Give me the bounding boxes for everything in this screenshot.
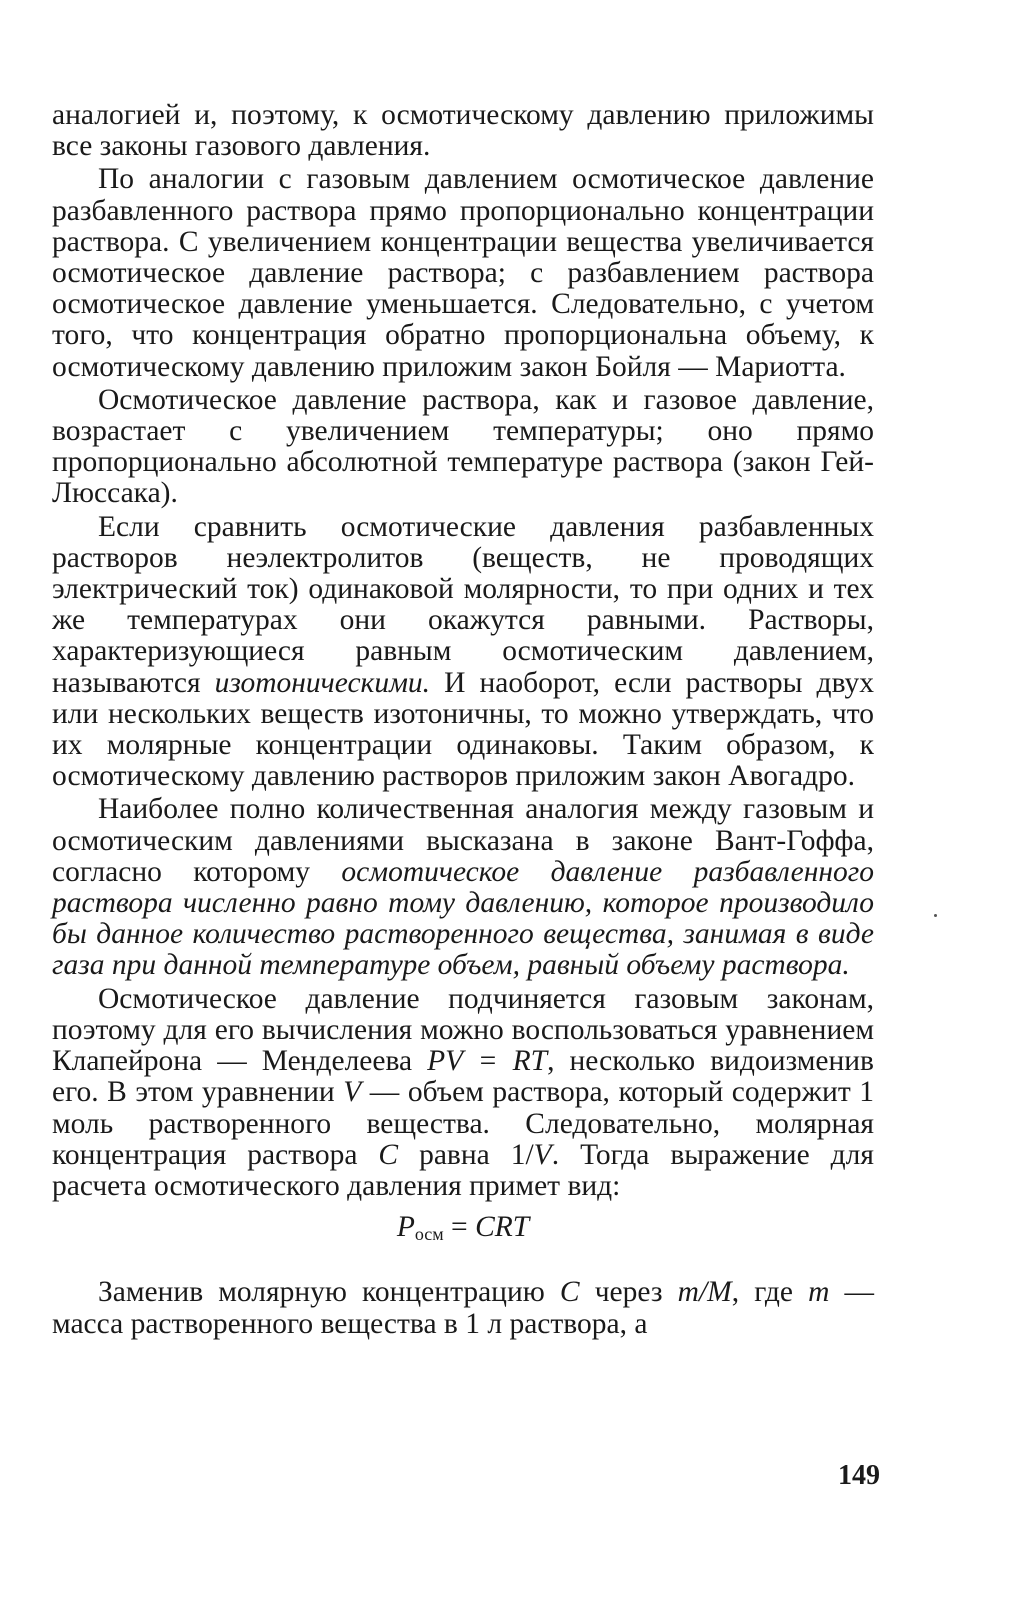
paragraph-6-text-3: — объем раствора, который содержит 1 моль растворенного вещества. Следовательно, молярная концентрация раствора (52, 1076, 874, 1171)
symbol-c: C (378, 1138, 399, 1171)
paragraph-6-text-2: , несколько видоизменив его. В этом уравнении (52, 1045, 874, 1109)
paragraph-7-text-2: через (579, 1276, 678, 1309)
formula-equals: = (443, 1211, 476, 1244)
symbol-v: V (343, 1076, 362, 1109)
paragraph-6-text-5: . Тогда выражение для расчета осмотического давления примет вид: (52, 1138, 874, 1202)
symbol-m: m (808, 1276, 830, 1309)
term-isotonic: изотоническими. (214, 666, 431, 699)
paragraph-7-text-3: , где (731, 1276, 809, 1309)
paragraph-1: аналогией и, поэтому, к осмотическому давлению приложимы все законы газового давления. (52, 99, 874, 163)
formula-lhs: P (396, 1211, 415, 1244)
paragraph-6 (52, 984, 874, 1202)
vant-hoff-law-statement: осмотическое давление разбавленного раствора численно равно тому давлению, которое производило бы данное количество растворенного вещества, занимая в виде газа при данной температуре объем, равный объему раствора. (52, 855, 874, 982)
paragraph-4-text-a: Если сравнить осмотические давления разбавленных растворов неэлектролитов (веществ, не проводящих электрический ток) одинаковой молярности, то при одних и тех же температурах они окажутся равными. Растворы, характеризующиеся равным осмотическим давлением, называются (52, 510, 874, 699)
symbol-v-2: V (533, 1138, 552, 1171)
equation-pv-rt: PV = RT (427, 1045, 548, 1078)
paragraph-7-text-4: — масса растворенного вещества в 1 л раствора, а (52, 1276, 875, 1340)
paragraph-5 (52, 794, 874, 981)
formula-rhs: CRT (475, 1211, 530, 1244)
paragraph-6-text-1: Осмотическое давление подчиняется газовым законам, поэтому для его вычисления можно воспользоваться уравнением Клапейрона — Менделеева (52, 982, 874, 1078)
paragraph-7 (52, 1277, 874, 1339)
paragraph-7-text-1: Заменив молярную концентрацию (98, 1276, 560, 1309)
paragraph-5-text-a: Наиболее полно количественная аналогия между газовым и осмотическим давлениями высказана в законе Вант-Гоффа, согласно которому (52, 793, 874, 888)
formula-subscript: осм (414, 1224, 444, 1245)
paragraph-4-text-b: И наоборот, если растворы двух или нескольких веществ изотоничны, то можно утверждать, что их молярные концентрации одинаковы. Таким образом, к осмотическому давлению растворов приложим закон Авогадро. (52, 666, 874, 793)
paragraph-3: Осмотическое давление раствора, как и газовое давление, возрастает с увеличением температуры; оно прямо пропорционально абсолютной температуре раствора (закон Гей-Люссака). (52, 383, 874, 510)
page-number: 149 (838, 1460, 880, 1491)
page-body (52, 100, 874, 1340)
scan-speck (934, 914, 937, 917)
formula-osmotic-pressure (52, 1212, 874, 1243)
paragraph-6-text-4: равна 1/ (398, 1138, 534, 1171)
symbol-c-2: C (559, 1276, 580, 1309)
symbol-m-over-m: m/M (677, 1276, 732, 1309)
paragraph-4 (52, 512, 874, 793)
paragraph-2: По аналогии с газовым давлением осмотическое давление разбавленного раствора прямо пропорционально концентрации раствора. С увеличением концентрации вещества увеличивается осмотическое давление раствора; с разбавлением раствора осмотическое давление уменьшается. Следовательно, с учетом того, что концентрация обратно пропорциональна объему, к осмотическому давлению приложим закон Бойля — Мариотта. (52, 163, 874, 383)
